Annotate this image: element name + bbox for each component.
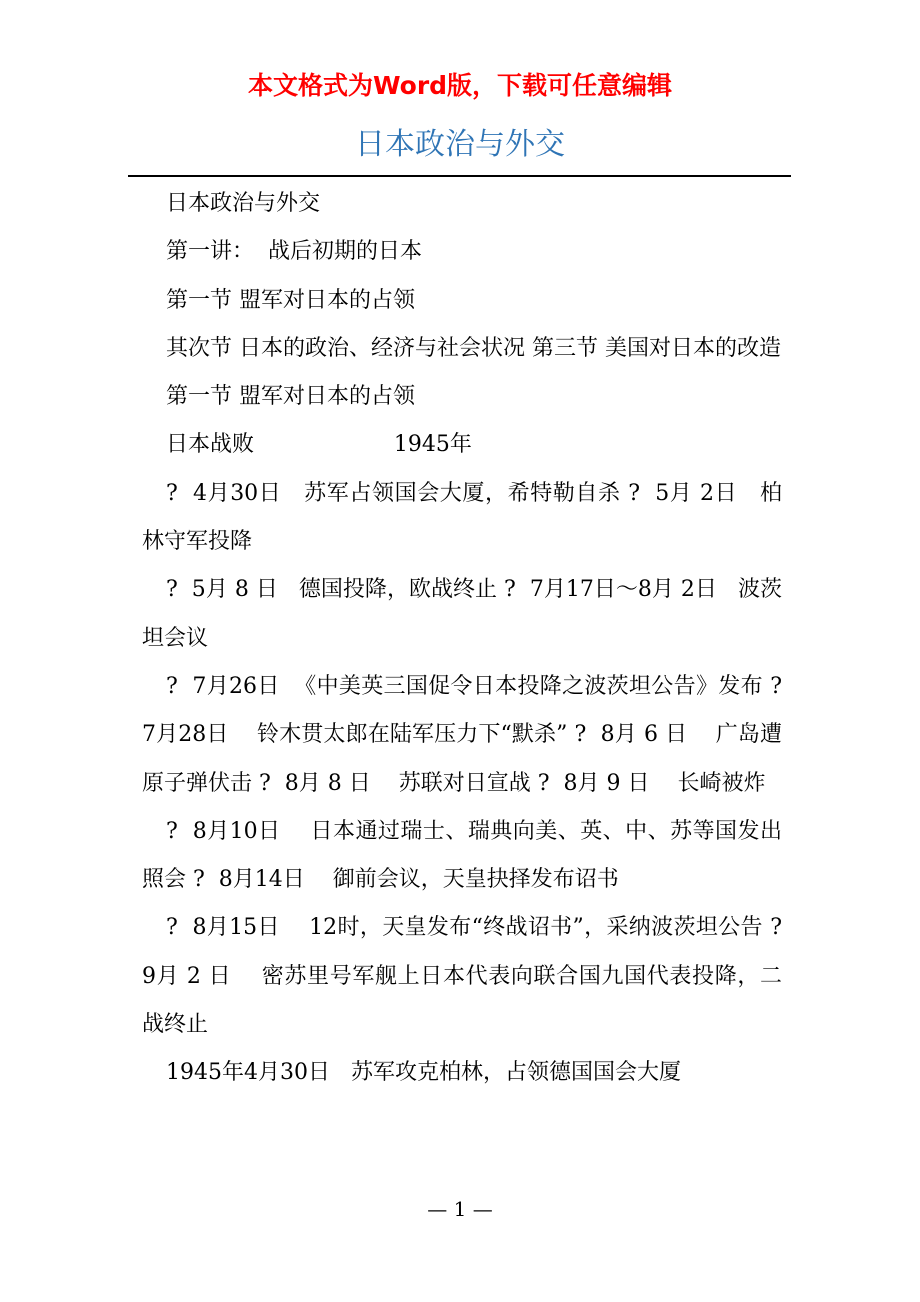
- paragraph: ? 5月 8 日 德国投降，欧战终止 ? 7月17日～8月 2日 波茨坦会议: [142, 577, 782, 651]
- page-number: — 1 —: [427, 1197, 493, 1221]
- paragraph: 第一节 盟军对日本的占领: [166, 384, 415, 410]
- paragraph: ? 8月15日 12时，天皇发布“终战诏书”，采纳波茨坦公告 ? 9月 2 日 密苏里号军舰上日本代表向联合国九国代表投降，二战终止: [142, 915, 796, 1038]
- paragraph: 第一节 盟军对日本的占领: [166, 287, 415, 313]
- format-banner: 本文格式为Word版，下载可任意编辑: [247, 71, 673, 100]
- paragraph: 其次节 日本的政治、经济与社会状况 第三节 美国对日本的改造: [166, 335, 781, 361]
- paragraph: 第一讲： 战后初期的日本: [166, 239, 422, 265]
- document-title: 日本政治与外交: [355, 127, 565, 162]
- paragraph: 日本战败 1945年: [166, 432, 472, 458]
- paragraph: ? 8月10日 日本通过瑞士、瑞典向美、英、中、苏等国发出照会 ? 8月14日 御前会议，天皇抉择发布诏书: [142, 818, 782, 893]
- title-divider: [128, 175, 791, 177]
- paragraph: ? 4月30日 苏军占领国会大厦，希特勒自杀 ? 5月 2日 柏林守军投降: [142, 480, 782, 555]
- paragraph: 日本政治与外交: [166, 191, 321, 216]
- paragraph: 1945年4月30日 苏军攻克柏林，占领德国国会大厦: [166, 1060, 681, 1086]
- paragraph: ? 7月26日 《中美英三国促令日本投降之波茨坦公告》发布 ? 7月28日 铃木贯太郎在陆军压力下“默杀” ? 8月 6 日 广岛遭原子弹伏击 ? 8月 8 日 苏联对日宣战 ? 8月 9 日 长崎被炸: [142, 673, 796, 796]
- document-body: [142, 180, 796, 1098]
